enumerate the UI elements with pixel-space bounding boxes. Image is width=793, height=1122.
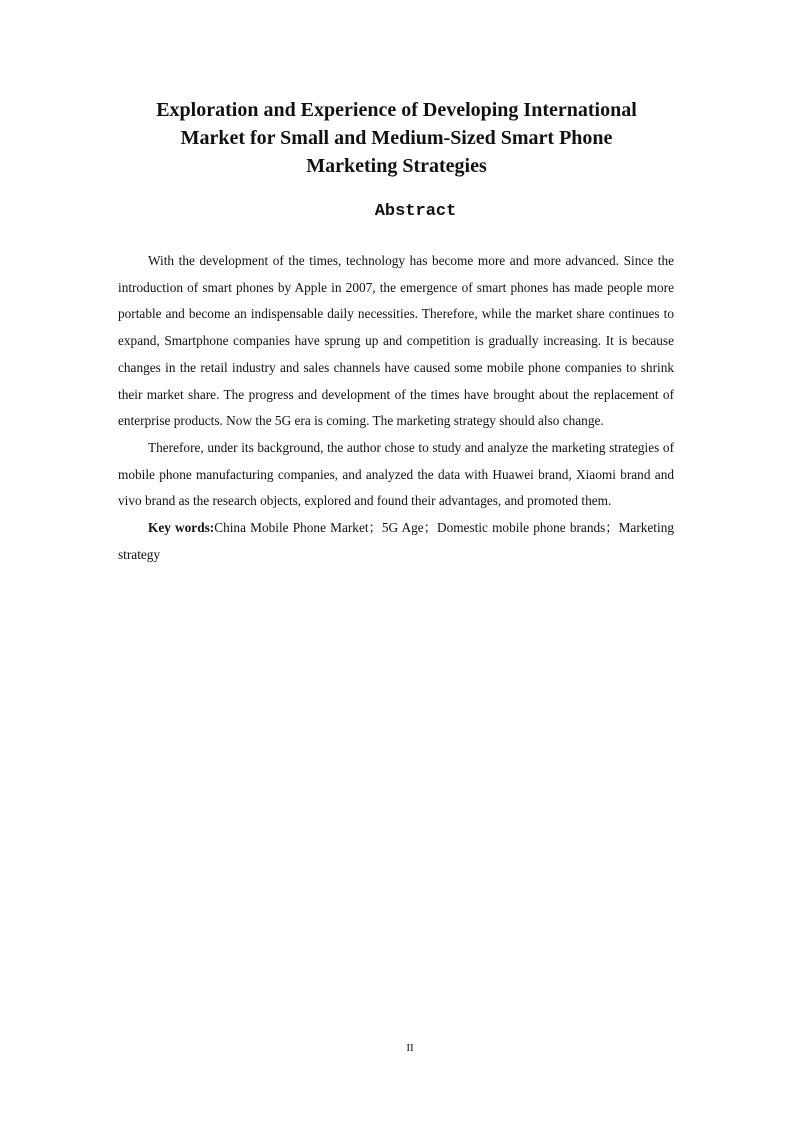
- abstract-paragraph-1: With the development of the times, technology has become more and more advanced. Since the introduction of smart phones by Apple in 2007, the emergence of smart phones has made people more portable and become an indispensable daily necessities. Therefore, while the market share continues to expand, Smartphone companies have sprung up and competition is gradually increasing. It is because changes in the retail industry and sales channels have caused some mobile phone companies to shrink their market share. The progress and development of the times have brought about the replacement of enterprise products. Now the 5G era is coming. The marketing strategy should also change.: [118, 253, 674, 429]
- paper-title: [118, 96, 675, 180]
- title-line-1: Exploration and Experience of Developing International: [156, 99, 637, 121]
- keywords-text: China Mobile Phone Market；5G Age；Domestic mobile phone brands；Marketing strategy: [118, 520, 674, 562]
- page-number: II: [406, 1042, 414, 1054]
- title-line-2: Market for Small and Medium-Sized Smart Phone: [180, 127, 613, 149]
- abstract-heading: Abstract: [374, 202, 457, 221]
- title-line-3: Marketing Strategies: [306, 155, 487, 177]
- abstract-body: [118, 248, 674, 568]
- abstract-paragraph-2: Therefore, under its background, the author chose to study and analyze the marketing strategies of mobile phone manufacturing companies, and analyzed the data with Huawei brand, Xiaomi brand and vivo brand as the research objects, explored and found their advantages, and promoted them.: [118, 439, 674, 509]
- keywords-label: Key words:: [148, 520, 215, 536]
- keywords-line: [118, 515, 674, 568]
